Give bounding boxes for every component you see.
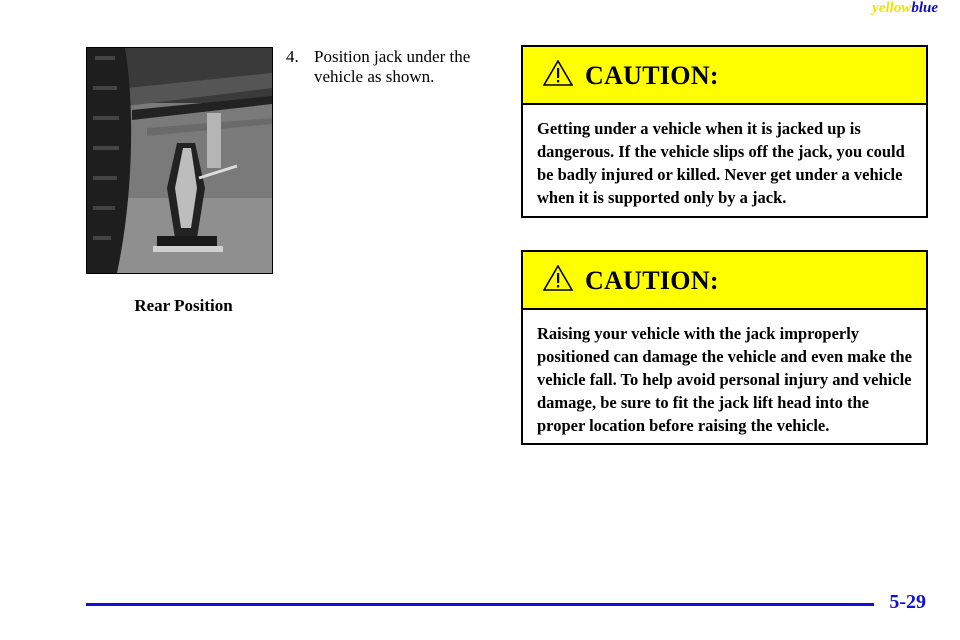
warning-triangle-icon <box>543 60 573 86</box>
header-tag-yellow: yellow <box>872 0 912 16</box>
caution-text-2: Raising your vehicle with the jack improperly positioned can damage the vehicle and even make the vehicle fall. To help avoid personal injury and vehicle damage, be sure to fit the jack lift head into the proper location before raising the vehicle. <box>537 324 912 435</box>
header-color-tag <box>872 0 938 17</box>
step-number: 4. <box>286 47 299 66</box>
figure-caption: Rear Position <box>134 296 233 315</box>
page-number: 5-29 <box>889 591 926 613</box>
caution-title-1: CAUTION: <box>585 61 719 90</box>
caution-text-1: Getting under a vehicle when it is jacked up is dangerous. If the vehicle slips off the jack, you could be badly injured or killed. Never get under a vehicle when it is supported only by a jack. <box>537 119 905 207</box>
caution-box-1 <box>521 45 928 218</box>
header-tag-blue: blue <box>911 0 938 16</box>
caution-box-2 <box>521 250 928 445</box>
step-text: Position jack under the vehicle as shown. <box>314 47 471 86</box>
caution-header-2 <box>523 252 926 310</box>
caution-header-1 <box>523 47 926 105</box>
caution-title-2: CAUTION: <box>585 266 719 295</box>
warning-triangle-icon <box>543 265 573 291</box>
jack-rear-position-photo <box>86 47 273 274</box>
footer-rule <box>86 603 874 606</box>
